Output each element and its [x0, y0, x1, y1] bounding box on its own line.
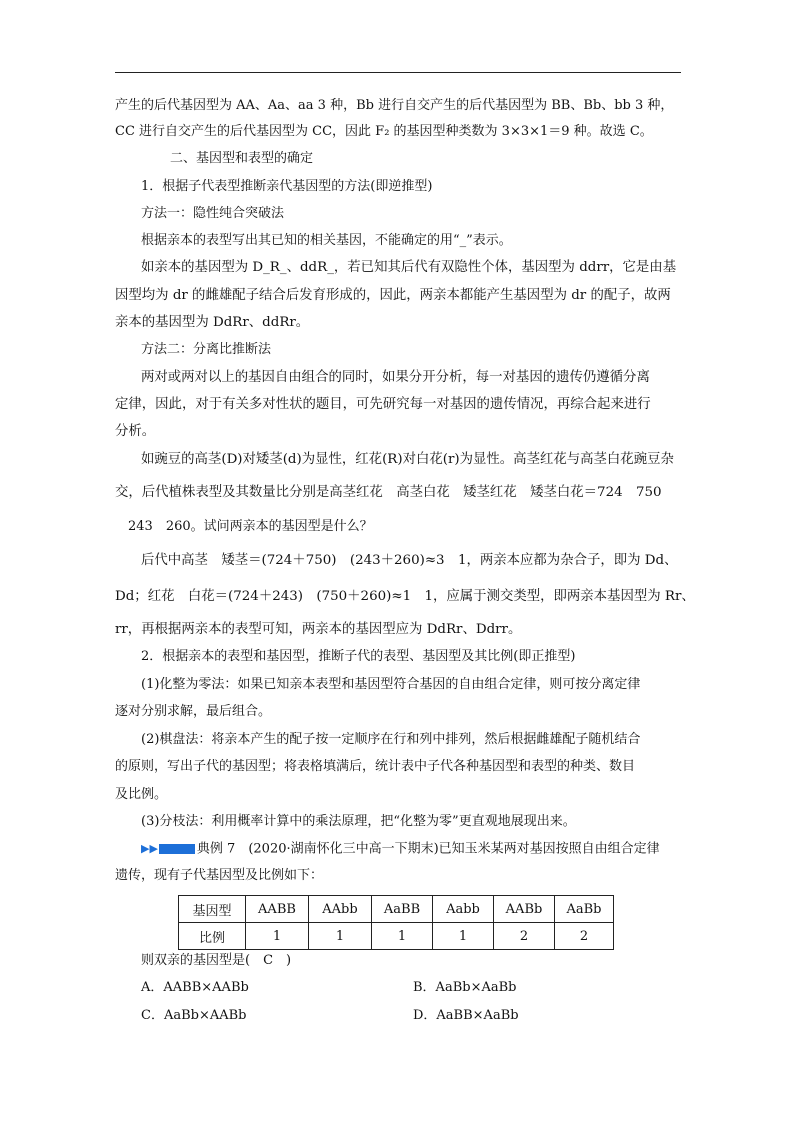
text-line: (3)分枝法：利用概率计算中的乘法原理，把“化整为零”更直观地展现出来。 [141, 814, 576, 829]
text-line: 遗传，现有子代基因型及比例如下： [115, 868, 324, 883]
text-line: 交，后代植株表型及其数量比分别是高茎红花 高茎白花 矮茎红花 矮茎白花＝724 750 [115, 485, 662, 500]
text-line: 的原则，写出子代的基因型；将表格填满后，统计表中子代各种基因型和表型的种类、数目 [115, 759, 636, 774]
text-line: 后代中高茎 矮茎＝(724＋750) (243＋260)≈3 1，两亲本应都为杂合子，即为 Dd、 [141, 553, 678, 568]
table-cell: AaBB [372, 896, 433, 923]
subsection-heading: 2．根据亲本的表型和基因型，推断子代的表型、基因型及其比例(即正推型) [141, 649, 576, 664]
question-line: 则双亲的基因型是( C ) [141, 953, 292, 968]
table-cell: Aabb [433, 896, 494, 923]
table-cell: AaBb [555, 896, 614, 923]
table-cell: 1 [309, 923, 372, 950]
method-heading: 方法二：分离比推断法 [141, 342, 272, 357]
text-line: CC 进行自交产生的后代基因型为 CC，因此 F₂ 的基因型种类数为 3×3×1＝9 种。故选 C。 [115, 124, 653, 139]
text-line: rr，再根据两亲本的表型可知，两亲本的基因型应为 DdRr、Ddrr。 [115, 622, 522, 637]
section-heading: 二、基因型和表型的确定 [170, 151, 314, 166]
text-line: 亲本的基因型为 DdRr、ddRr。 [115, 315, 310, 330]
table-row [179, 923, 614, 950]
example-line [141, 840, 660, 859]
text-line: 产生的后代基因型为 AA、Aa、aa 3 种，Bb 进行自交产生的后代基因型为 BB、Bb、bb 3 种， [115, 98, 674, 113]
subsection-heading: 1．根据子代表型推断亲代基因型的方法(即逆推型) [141, 179, 433, 194]
table-cell: 2 [494, 923, 555, 950]
text-line: 如亲本的基因型为 D_R_、ddR_，若已知其后代有双隐性个体，基因型为 ddrr，它是由基 [141, 260, 677, 275]
text-line: 243 260。试问两亲本的基因型是什么？ [128, 519, 373, 534]
table-cell: AABB [246, 896, 309, 923]
table-cell: AAbb [309, 896, 372, 923]
table-cell: 1 [372, 923, 433, 950]
example-marker-icon: ▶▶ [141, 840, 197, 858]
table-cell: 2 [555, 923, 614, 950]
text-line: Dd；红花 白花＝(724＋243) (750＋260)≈1 1，应属于测交类型，即两亲本基因型为 Rr、 [115, 589, 695, 604]
table-cell: AABb [494, 896, 555, 923]
text-line: 因型均为 dr 的雌雄配子结合后发育形成的，因此，两亲本都能产生基因型为 dr 的配子，故两 [115, 288, 671, 303]
option-a[interactable]: A．AABB×AABb [141, 980, 249, 995]
text-line: 逐对分别求解，最后组合。 [115, 704, 272, 719]
text-line: 根据亲本的表型写出其已知的相关基因，不能确定的用“_”表示。 [141, 233, 512, 248]
text-line: (1)化整为零法：如果已知亲本表型和基因型符合基因的自由组合定律，则可按分离定律 [141, 677, 641, 692]
text-line: 及比例。 [115, 787, 168, 802]
text-line: (2)棋盘法：将亲本产生的配子按一定顺序在行和列中排列，然后根据雌雄配子随机结合 [141, 732, 641, 747]
genotype-table [178, 895, 614, 950]
table-cell: 1 [246, 923, 309, 950]
option-b[interactable]: B．AaBb×AaBb [413, 980, 517, 995]
method-heading: 方法一：隐性纯合突破法 [141, 206, 285, 221]
header-rule [115, 72, 681, 73]
text-line: 如豌豆的高茎(D)对矮茎(d)为显性，红花(R)对白花(r)为显性。高茎红花与高茎白花豌豆杂 [141, 452, 674, 467]
table-cell: 1 [433, 923, 494, 950]
text-line: 定律，因此，对于有关多对性状的题目，可先研究每一对基因的遗传情况，再综合起来进行 [115, 397, 651, 412]
example-title: 典例 7 (2020·湖南怀化三中高一下期末)已知玉米某两对基因按照自由组合定律 [196, 841, 660, 857]
text-line: 分析。 [115, 424, 156, 439]
option-d[interactable]: D．AaBB×AaBb [413, 1008, 519, 1023]
option-c[interactable]: C．AaBb×AABb [141, 1008, 247, 1023]
table-header-row [179, 896, 614, 923]
text-line: 两对或两对以上的基因自由组合的同时，如果分开分析，每一对基因的遗传仍遵循分离 [141, 370, 650, 385]
table-cell: 比例 [179, 923, 246, 950]
table-cell: 基因型 [179, 896, 246, 923]
